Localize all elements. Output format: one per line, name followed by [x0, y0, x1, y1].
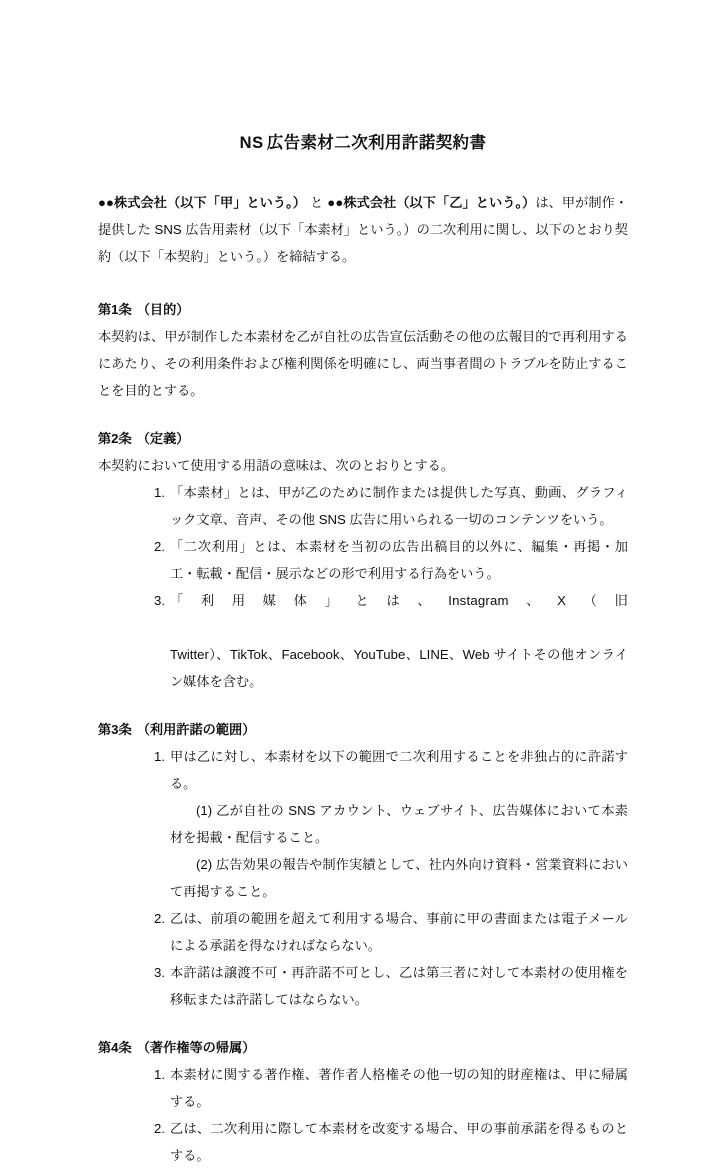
list-item: [98, 533, 628, 587]
section-article-3: [98, 716, 628, 1013]
section-heading: [98, 716, 628, 743]
list-item-marker: 2.: [154, 539, 165, 555]
numbered-list: [98, 479, 628, 695]
preamble-party-a: ●●株式会社（以下「甲」という。）: [98, 195, 307, 211]
document-body: [98, 132, 628, 1169]
preamble-paragraph: [98, 189, 628, 270]
section-number: 第3条: [98, 722, 132, 738]
list-item: [98, 1115, 628, 1169]
preamble-party-b: ●●株式会社（以下「乙」という。）: [327, 195, 536, 211]
list-item: [98, 587, 628, 695]
page-title: [98, 132, 628, 155]
list-item: [98, 905, 628, 959]
numbered-list: [98, 743, 628, 1013]
section-body: 本契約は、甲が制作した本素材を乙が自社の広告宣伝活動その他の広報目的で再利用するにあたり、その利用条件および権利関係を明確にし、両当事者間のトラブルを防止することを目的とする。: [98, 329, 628, 399]
list-item-text: 甲は乙に対し、本素材を以下の範囲で二次利用することを非独占的に許諾する。: [170, 749, 628, 792]
list-item-marker: 2.: [154, 911, 165, 927]
sub-list-item: (1) 乙が自社の SNS アカウント、ウェブサイト、広告媒体において本素材を掲載・配信すること。: [170, 803, 628, 846]
section-heading: [98, 1034, 628, 1061]
section-article-2: [98, 425, 628, 695]
section-title: （利用許諾の範囲）: [136, 722, 256, 738]
list-item-text: 乙は、前項の範囲を超えて利用する場合、事前に甲の書面または電子メールによる承諾を得なければならない。: [170, 911, 628, 954]
preamble-rest: は、甲が制作・提供した SNS 広告用素材（以下「本素材」という。）の二次利用に関し、以下のとおり契約（以下「本契約」という。）を締結する。: [98, 195, 628, 265]
section-lead-text: 本契約において使用する用語の意味は、次のとおりとする。: [98, 458, 455, 474]
list-item-marker: 1.: [154, 1067, 165, 1083]
section-title: （定義）: [136, 431, 190, 447]
page-title-japanese: 広告素材二次利用許諾契約書: [266, 134, 487, 152]
section-title: （著作権等の帰属）: [136, 1040, 256, 1056]
list-item-text: Twitter）、TikTok、Facebook、YouTube、LINE、Web サイトその他オンライン媒体を含む。: [170, 647, 628, 690]
page-title-latin: NS: [239, 134, 264, 152]
section-number: 第4条: [98, 1040, 132, 1056]
section-number: 第1条: [98, 302, 132, 318]
list-item-text: 「二次利用」とは、本素材を当初の広告出稿目的以外に、編集・再掲・加工・転載・配信・展示などの形で利用する行為をいう。: [170, 539, 628, 582]
section-number: 第2条: [98, 431, 132, 447]
numbered-list: [98, 1061, 628, 1169]
list-item-stretched-line: 「利用媒体」とは、Instagram、X（旧: [170, 593, 628, 609]
list-item-marker: 1.: [154, 485, 165, 501]
list-item: [98, 479, 628, 533]
list-item-marker: 2.: [154, 1121, 165, 1137]
sub-list-item: (2) 広告効果の報告や制作実績として、社内外向け資料・営業資料において再掲すること。: [170, 857, 628, 900]
section-article-4: [98, 1034, 628, 1169]
list-item-text: 乙は、二次利用に際して本素材を改変する場合、甲の事前承諾を得るものとする。: [170, 1121, 628, 1164]
section-heading: [98, 296, 628, 323]
section-title: （目的）: [136, 302, 190, 318]
list-item: [98, 959, 628, 1013]
list-item-marker: 3.: [154, 593, 165, 609]
list-item-text: 本素材に関する著作権、著作者人格権その他一切の知的財産権は、甲に帰属する。: [170, 1067, 628, 1110]
list-item-text: 「本素材」とは、甲が乙のために制作または提供した写真、動画、グラフィック文章、音声、その他 SNS 広告に用いられる一切のコンテンツをいう。: [170, 485, 628, 528]
list-item: [98, 1061, 628, 1115]
section-heading: [98, 425, 628, 452]
section-article-1: [98, 296, 628, 404]
list-item-marker: 3.: [154, 965, 165, 981]
list-item-text: 本許諾は譲渡不可・再許諾不可とし、乙は第三者に対して本素材の使用権を移転または許諾してはならない。: [170, 965, 628, 1008]
list-item: [98, 743, 628, 905]
preamble-conjunction: と: [310, 195, 324, 211]
list-item-marker: 1.: [154, 749, 165, 765]
